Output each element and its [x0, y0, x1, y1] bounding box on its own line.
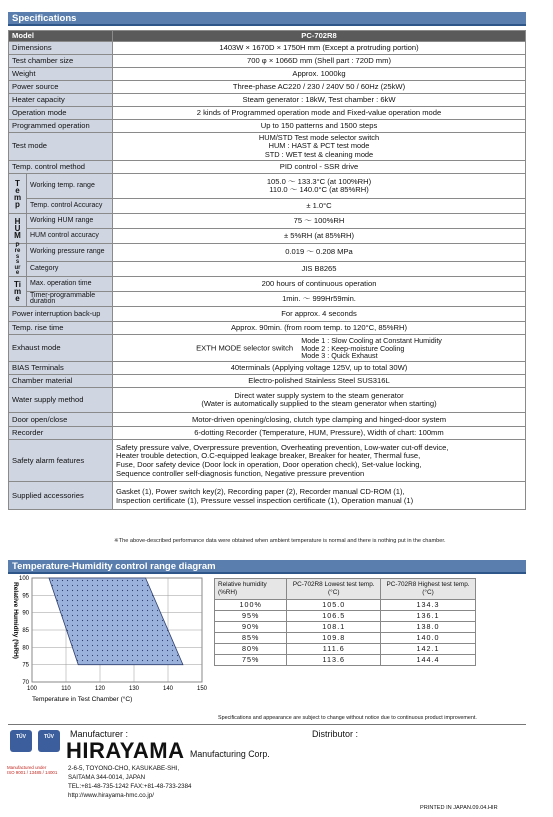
working-hum-range-label: Working HUM range	[27, 214, 113, 229]
tuv-certification-badge: TÜV	[38, 730, 60, 752]
range-table-row	[215, 622, 476, 633]
range-table-cell: 136.1	[381, 611, 476, 622]
row-label: Power source	[9, 81, 113, 94]
timer-duration-label: Timer-programmable duration	[27, 292, 113, 307]
address-line: SAITAMA 344-0014, JAPAN	[68, 774, 146, 781]
pressure-group-text: Pressure	[14, 243, 21, 277]
chart-x-axis-label: Temperature in Test Chamber (°C)	[32, 696, 133, 703]
range-table-cell: 85%	[215, 633, 287, 644]
company-logo: HIRAYAMA	[66, 738, 185, 763]
y-tick-label: 90	[22, 610, 29, 617]
performance-footnote: ※The above-described performance data were obtained when ambient temperature is normal and there is nothing put in the chamber.	[114, 538, 446, 544]
x-tick-label: 120	[94, 686, 106, 692]
company-subtitle: Manufacturing Corp.	[190, 749, 270, 759]
category-label: Category	[27, 261, 113, 277]
row-value: 1403W × 1670D × 1750H mm (Except a protruding portion)	[113, 42, 526, 55]
row-label: Dimensions	[9, 42, 113, 55]
range-table-header-cell: PC-702R8 Lowest test temp.(°C)	[287, 579, 381, 600]
row-label: Test chamber size	[9, 55, 113, 68]
water-supply-line: Direct water supply system to the steam generator	[234, 391, 404, 401]
temp-rise-value: Approx. 90min. (from room temp. to 120°C, 85%RH)	[113, 322, 526, 335]
x-tick-label: 100	[26, 686, 38, 692]
temp-group-text: Temp	[14, 178, 22, 209]
exhaust-mode-item: Mode 2 : Keep-moisture Cooling	[301, 343, 405, 353]
bias-terminals-label: BIAS Terminals	[9, 362, 113, 375]
range-table-cell: 80%	[215, 644, 287, 655]
exhaust-mode-label: Exhaust mode	[9, 335, 113, 362]
range-table-row	[215, 600, 476, 611]
tuv-certification-badge: TÜV	[10, 730, 32, 752]
y-tick-label: 75	[22, 662, 29, 669]
recorder-value: 6-dotting Recorder (Temperature, HUM, Pressure), Width of chart: 100mm	[113, 427, 526, 440]
row-value: Steam generator : 18kW, Test chamber : 6kW	[113, 94, 526, 107]
row-value: 2 kinds of Programmed operation mode and Fixed-value operation mode	[113, 107, 526, 120]
range-table-cell: 138.0	[381, 622, 476, 633]
chamber-material-value: Electro-polished Stainless Steel SUS316L	[113, 375, 526, 388]
safety-line: Sequence controller self-diagnosis function, Negative pressure prevention	[116, 468, 365, 478]
max-operation-time-value: 200 hours of continuous operation	[113, 277, 526, 292]
bias-terminals-value: 40terminals (Applying voltage 125V, up to total 30W)	[113, 362, 526, 375]
temp-group-label	[9, 174, 27, 214]
exhaust-mode-item: Mode 3 : Quick Exhaust	[301, 351, 378, 361]
accessories-label: Supplied accessories	[9, 482, 113, 510]
safety-label: Safety alarm features	[9, 440, 113, 482]
category-value: JIS B8265	[113, 261, 526, 277]
exhaust-mode-item: Mode 1 : Slow Cooling at Constant Humidity	[301, 335, 442, 345]
power-backup-label: Power interruption back-up	[9, 307, 113, 322]
range-table-cell: 100%	[215, 600, 287, 611]
range-table-row	[215, 644, 476, 655]
pressure-group-label	[9, 244, 27, 277]
working-pressure-range-label: Working pressure range	[27, 244, 113, 262]
range-table-row	[215, 633, 476, 644]
water-supply-value	[113, 388, 526, 413]
distributor-label: Distributor :	[312, 729, 359, 739]
max-operation-time-label: Max. operation time	[27, 277, 113, 292]
temp-range-line: 110.0 ～ 140.0°C (at 85%RH)	[269, 185, 369, 194]
row-value: 700 φ × 1066D mm (Shell part : 720D mm)	[113, 55, 526, 68]
address-line: TEL:+81-48-735-1242 FAX:+81-48-733-2384	[68, 783, 192, 790]
iso-note	[7, 765, 57, 775]
door-label: Door open/close	[9, 413, 113, 427]
x-tick-label: 110	[61, 686, 71, 692]
footer-divider	[8, 724, 526, 725]
test-mode-line: STD : WET test & cleaning mode	[264, 149, 374, 159]
iso-note-line: Manufactured under	[7, 765, 47, 770]
power-backup-value: For approx. 4 seconds	[113, 307, 526, 322]
test-mode-value	[113, 133, 526, 161]
safety-line: Heater trouble detection, O.C-equipped leakage breaker, Breaker for heater, Thermal fuse,	[116, 451, 421, 461]
water-supply-line: (Water is automatically supplied to the steam generator when starting)	[201, 399, 437, 409]
working-pressure-range-value: 0.019 ～ 0.208 MPa	[113, 244, 526, 262]
working-hum-range-value: 75 ～ 100%RH	[113, 214, 526, 229]
range-table-cell: 75%	[215, 655, 287, 666]
range-table-cell: 134.3	[381, 600, 476, 611]
model-header-label: Model	[9, 31, 113, 42]
range-table-row	[215, 655, 476, 666]
temp-rise-label: Temp. rise time	[9, 322, 113, 335]
range-table-header-cell: Relative humidity (%RH)	[215, 579, 287, 600]
temp-humidity-chart	[6, 574, 211, 710]
range-table-cell: 111.6	[287, 644, 381, 655]
row-label: Heater capacity	[9, 94, 113, 107]
test-mode-line: HUM/STD Test mode selector switch	[258, 132, 380, 142]
hum-group-text: HUM	[14, 217, 21, 240]
y-tick-label: 95	[22, 593, 29, 600]
exhaust-mode-list	[301, 337, 442, 360]
company-address	[68, 764, 192, 800]
website-link[interactable]: http://www.hirayama-hmc.co.jp/	[68, 792, 154, 799]
specifications-banner: Specifications	[8, 12, 526, 26]
range-table-cell: 109.8	[287, 633, 381, 644]
test-mode-line: HUM : HAST & PCT test mode	[268, 141, 370, 151]
row-value: Approx. 1000kg	[113, 68, 526, 81]
range-table-cell: 113.6	[287, 655, 381, 666]
hum-accuracy-label: HUM control accuracy	[27, 229, 113, 244]
iso-note-line: ISO 9001 / 13485 / 14001	[7, 770, 58, 775]
row-label: Operation mode	[9, 107, 113, 120]
specifications-table	[8, 30, 526, 510]
range-table-cell: 144.4	[381, 655, 476, 666]
temp-control-label: Temp. control method	[9, 161, 113, 174]
water-supply-label: Water supply method	[9, 388, 113, 413]
address-line: 2-6-5, TOYONO-CHO, KASUKABE-SHI,	[68, 765, 180, 772]
temp-accuracy-label: Temp. control Accuracy	[27, 199, 113, 214]
chart-y-axis-label: Relative Humidity (%RH)	[12, 582, 19, 659]
accessories-line: Gasket (1), Power switch key(2), Recording paper (2), Recorder manual CD-ROM (1),	[116, 486, 405, 496]
working-temp-range-label: Working temp. range	[27, 174, 113, 199]
range-table-cell: 106.5	[287, 611, 381, 622]
test-mode-label: Test mode	[9, 133, 113, 161]
print-code: PRINTED IN JAPAN.09.04.HIR	[420, 805, 498, 811]
exhaust-switch: EXTH MODE selector switch	[196, 343, 294, 353]
range-diagram-banner: Temperature-Humidity control range diagram	[8, 560, 526, 574]
exhaust-mode-value	[113, 335, 526, 362]
hum-accuracy-value: ± 5%RH (at 85%RH)	[113, 229, 526, 244]
accessories-line: Inspection certificate (1), Pressure vessel inspection certificate (1), Operation manual (1)	[116, 495, 414, 505]
manufacturer-label: Manufacturer :	[70, 729, 129, 739]
hum-group-label	[9, 214, 27, 244]
y-tick-label: 100	[18, 576, 29, 582]
time-group-text: Time	[14, 280, 22, 304]
safety-value	[113, 440, 526, 482]
timer-duration-value: 1min. ～ 999Hr59min.	[113, 292, 526, 307]
row-label: Weight	[9, 68, 113, 81]
range-table-cell: 90%	[215, 622, 287, 633]
temp-accuracy-value: ± 1.0°C	[113, 199, 526, 214]
safety-line: Safety pressure valve, Overpressure prevention, Overheating prevention, Low-water cut-off device,	[116, 442, 449, 452]
row-value: Three-phase AC220 / 230 / 240V 50 / 60Hz (25kW)	[113, 81, 526, 94]
range-table-header-cell: PC-702R8 Highest test temp.(°C)	[381, 579, 476, 600]
accessories-value	[113, 482, 526, 510]
range-table-header	[215, 579, 476, 600]
range-table-cell: 105.0	[287, 600, 381, 611]
range-table-cell: 95%	[215, 611, 287, 622]
x-tick-label: 150	[196, 686, 208, 692]
model-header-value: PC-702R8	[113, 31, 526, 42]
temp-range-line: 105.0 ～ 133.3°C (at 100%RH)	[266, 176, 372, 186]
range-table-cell: 142.1	[381, 644, 476, 655]
y-tick-label: 70	[22, 680, 29, 686]
range-table-cell: 108.1	[287, 622, 381, 633]
safety-line: Fuse, Door safety device (Door lock in operation, Door operation check), Set-value locking,	[116, 459, 422, 469]
door-value: Motor-driven opening/closing, clutch type clamping and hinged-door system	[113, 413, 526, 427]
chamber-material-label: Chamber material	[9, 375, 113, 388]
range-table-body	[215, 600, 476, 666]
y-tick-label: 80	[22, 645, 29, 652]
x-tick-label: 130	[128, 686, 140, 692]
time-group-label	[9, 277, 27, 307]
working-temp-range-value	[113, 174, 526, 199]
recorder-label: Recorder	[9, 427, 113, 440]
disclaimer: Specifications and appearance are subject to change without notice due to continuous product improvement.	[218, 715, 477, 721]
range-table-cell: 140.0	[381, 633, 476, 644]
range-table-row	[215, 611, 476, 622]
x-tick-label: 140	[162, 686, 174, 692]
y-tick-label: 85	[22, 628, 29, 634]
row-label: Programmed operation	[9, 120, 113, 133]
temp-control-value: PID control - SSR drive	[113, 161, 526, 174]
range-table	[214, 578, 476, 666]
row-value: Up to 150 patterns and 1500 steps	[113, 120, 526, 133]
